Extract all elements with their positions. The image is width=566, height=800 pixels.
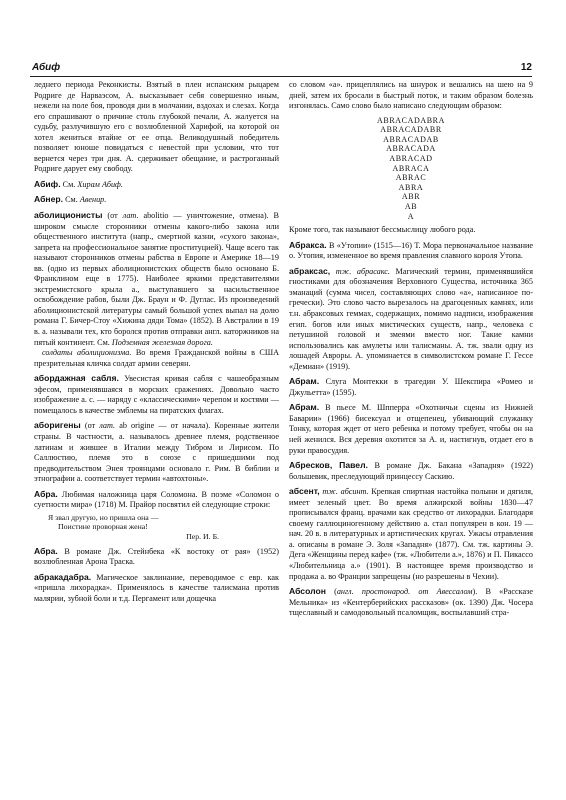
cross-reference: Подземная железная дорога. (111, 337, 213, 347)
headword: абраксас, (289, 265, 331, 276)
headword: абордажная сабля. (34, 373, 119, 384)
headword: Абра. (34, 488, 58, 499)
triangle-line: ABRAC (395, 173, 427, 183)
triangle-line: ABRACAD (389, 154, 433, 164)
headword: Абракса. (289, 239, 327, 250)
headword: аборигены (34, 420, 81, 431)
entry-abracadabra: абракадабра. Магическое заклинание, переводимое с евр. как «пришла лихорадка». Применялось в качестве талисмана против малярии, зубной боли и т.д. Пергамент или дощечка (34, 571, 279, 603)
triangle-line: ABR (401, 192, 421, 202)
entry-abra-2: Абра. В романе Дж. Стейнбека «К востоку от рая» (1952) возлюбленная Арона Траска. (34, 545, 279, 567)
right-column (289, 80, 533, 619)
headword: Абрам. (289, 376, 320, 387)
headword: Абиф. (34, 178, 61, 189)
entry-abraxa: Абракса. В «Утопии» (1515—16) Т. Мора первоначальное название о. Утопия, измененное во время правления славного короля Утопа. (289, 239, 533, 261)
entry-abraxas: абраксас, тж. абрасакс. Магический термин, применявшийся гностиками для обозначения Верховного Существа, источника 365 эманаций (сумма чисел, составляющих слово «а», написанное по-гречески). Это слово часто вырезалось на драгоценных камнях, или т.н. абраксовых геммах, содержащих, помимо надписи, изображения егип. богов или иных мистических существ, напр., человека с петушиной головой и змеями вместо ног. Такие камни использовались как амулеты или талисманы. А. тж. звали одну из лошадей Авроры. А. упоминается в символистском романе Г. Гессе «Демиан» (1919). (289, 265, 534, 371)
entry-continuation: леднего периода Реконкисты. Взятый в плен испанским рыцарем Родриге де Нарваэсом, А. высказывает себя совершенно иным, нежели на поле боя, проводя дни в молчании, вздохах и слезах. Когда его спрашивают о причине столь глубокой печали, А. жалуется на судьбу, разлучившую его с возлюбленной Харифой, на которой он хотел жениться втайне от ее отца. Великодушный победитель позволяет юноше повидаться с невестой при условии, что тот вернется через три дня. А. сдерживает обещание, и растроганный Родриге дарует ему свободу. (34, 80, 279, 174)
triangle-line: ABRACADA (386, 144, 436, 154)
entry-absinthe: абсент, тж. абсинт. Крепкая спиртная настойка полыни и дягиля, имеет зеленый цвет. Во время алжирской войны 1830—47 прописывался франц. врачами как средство от лихорадки. Благодаря своему галлюциногенному действию а. стал популярен в кон. 19 — нач. 20 в. в литературных и артистических кругах. Ужасы отравления а. описаны в романе Э. Золя «Западня» (1877). См. тж. картины Э. Дега «Женщины перед кафе» (тж. «Любители а.», 1876) и П. Пикассо «Любительница а.» (1901). В настоящее время производство и продажа а. во Франции запрещены (но разрешены в Чехии). (289, 486, 534, 581)
poem-line: Я звал другую, но пришла она — (48, 512, 159, 522)
sub-headword: солдаты аболиционизма. (42, 348, 132, 358)
left-column (34, 80, 279, 604)
poem-quote (48, 513, 279, 542)
triangle-line: A (407, 211, 415, 221)
entry-abra-1: Абра. Любимая наложница царя Соломона. В поэме «Соломон о суетности мира» (1718) М. Прайор посвятил ей следующие строки: (34, 488, 279, 510)
headword: аболиционисты (34, 210, 103, 221)
entry-abram-1: Абрам. Слуга Монтекки в трагедии У. Шекспира «Ромео и Джульетта» (1595). (289, 376, 533, 397)
headword: Абнер. (34, 194, 64, 205)
cross-reference: Хирам Абиф. (77, 179, 123, 189)
translator-credit: Пер. И. Б. (186, 531, 219, 541)
cross-reference: Авенир. (79, 195, 107, 205)
headword: абсент, (289, 486, 320, 497)
headword: абракадабра. (34, 571, 92, 582)
running-head: Абиф (32, 62, 61, 73)
triangle-line: AB (404, 201, 418, 211)
entry-absolon: Абсолон (англ. простонарод. от Авессалом). В «Рассказе Мельника» из «Кентерберийских рассказов» (ок. 1390) Дж. Чосера тщеславный и самодовольный псаломщик, воспылавший стра- (289, 586, 534, 618)
entry-abram-2: Абрам. В пьесе М. Шпперра «Охотничьи сцены из Нижней Баварии» (1966) бисексуал и отщепенец, убивающий служанку Тонку, которая ждет от него ребенка и потому требует, чтобы он на ней женился. Вся деревня охотится за А. и, настигнув, отдает его в руки правосудия. (289, 402, 533, 455)
entry-abif: Абиф. См. Хирам Абиф. (34, 178, 123, 189)
entry-abolitionists: аболиционисты (от лат. abolitio — уничтожение, отмена). В широком смысле сторонники отмены какого-либо закона или общественного института (напр., смертной казни, «сухого закона», запрета на профессиональное занятие проституцией). Чаще всего так называют сторонников отмены рабства в Европе и Америке 18—19 вв. (одно из первых аболиционистских обществ было основано Б. Франклином еще в 1775). Наиболее яркими представителями экстремистского крыла а., выступавшего за насильственное освобождение рабов, были Дж. Браун и Ф. Дуглас. Из произведений аболиционистской литературы самый большой успех выпал на долю романа Г. Бичер-Стоу «Хижина дяди Тома» (1852). В Австралии в 19 в. а. называли тех, кто боролся против отправки англ. каторжников на пятый континент. См. Подземная железная дорога. (34, 210, 280, 347)
entry-abreskov: Абресков, Павел. В романе Дж. Бакана «Западня» (1922) большевик, преследующий принцессу Саскию. (289, 460, 533, 481)
entry-aborigines: аборигены (от лат. ab origine — от начала). Коренные жители страны. В частности, а. называлось древнее племя, родственное латинам и жившее в Италии между Тибром и Лирисом. По Саллюстию, племя это в союзе с пришедшими под предводительством Энея троянцами основало г. Рим. В библии и этнографии а. соответствует термин «автохтоны». (34, 420, 279, 484)
triangle-line: ABRACADABRA (377, 115, 445, 125)
headword: Абрам. (289, 402, 320, 413)
headword: Абра. (34, 545, 58, 556)
entry-boarding-saber: абордажная сабля. Увесистая кривая сабля с чашеобразным эфесом, применявшаяся в морских сражениях. Довольно часто изображение а. с. — наряду с «классическими» черепом и костями — помещалось в качестве эмблемы на пиратских флагах. (34, 373, 279, 415)
poem-line: Поистине проворная жена! (58, 522, 148, 532)
triangle-line: ABRACADABR (380, 125, 442, 135)
headword: Абсолон (289, 586, 326, 597)
page-number: 12 (520, 62, 532, 73)
entry-continuation-end: Кроме того, так называют бессмыслицу любого рода. (289, 225, 476, 235)
entry-continuation: со словом «а». прицеплялись на шнурок и вешались на шею на 9 дней, затем их бросали в быстрый поток, и таким образом болезнь изгонялась. Само слово было написано следующим образом: (289, 80, 533, 111)
entry-abner: Абнер. См. Авенир. (34, 194, 107, 205)
triangle-line: ABRACADAB (383, 134, 439, 144)
triangle-line: ABRA (398, 182, 424, 192)
triangle-line: ABRACA (392, 163, 430, 173)
abracadabra-triangle (289, 116, 533, 222)
headword: Абресков, Павел. (289, 460, 368, 471)
entry-abolition-soldiers: солдаты аболиционизма. Во время Гражданской войны в США презрительная кличка солдат армии северян. (34, 348, 279, 368)
page-header (30, 62, 532, 77)
